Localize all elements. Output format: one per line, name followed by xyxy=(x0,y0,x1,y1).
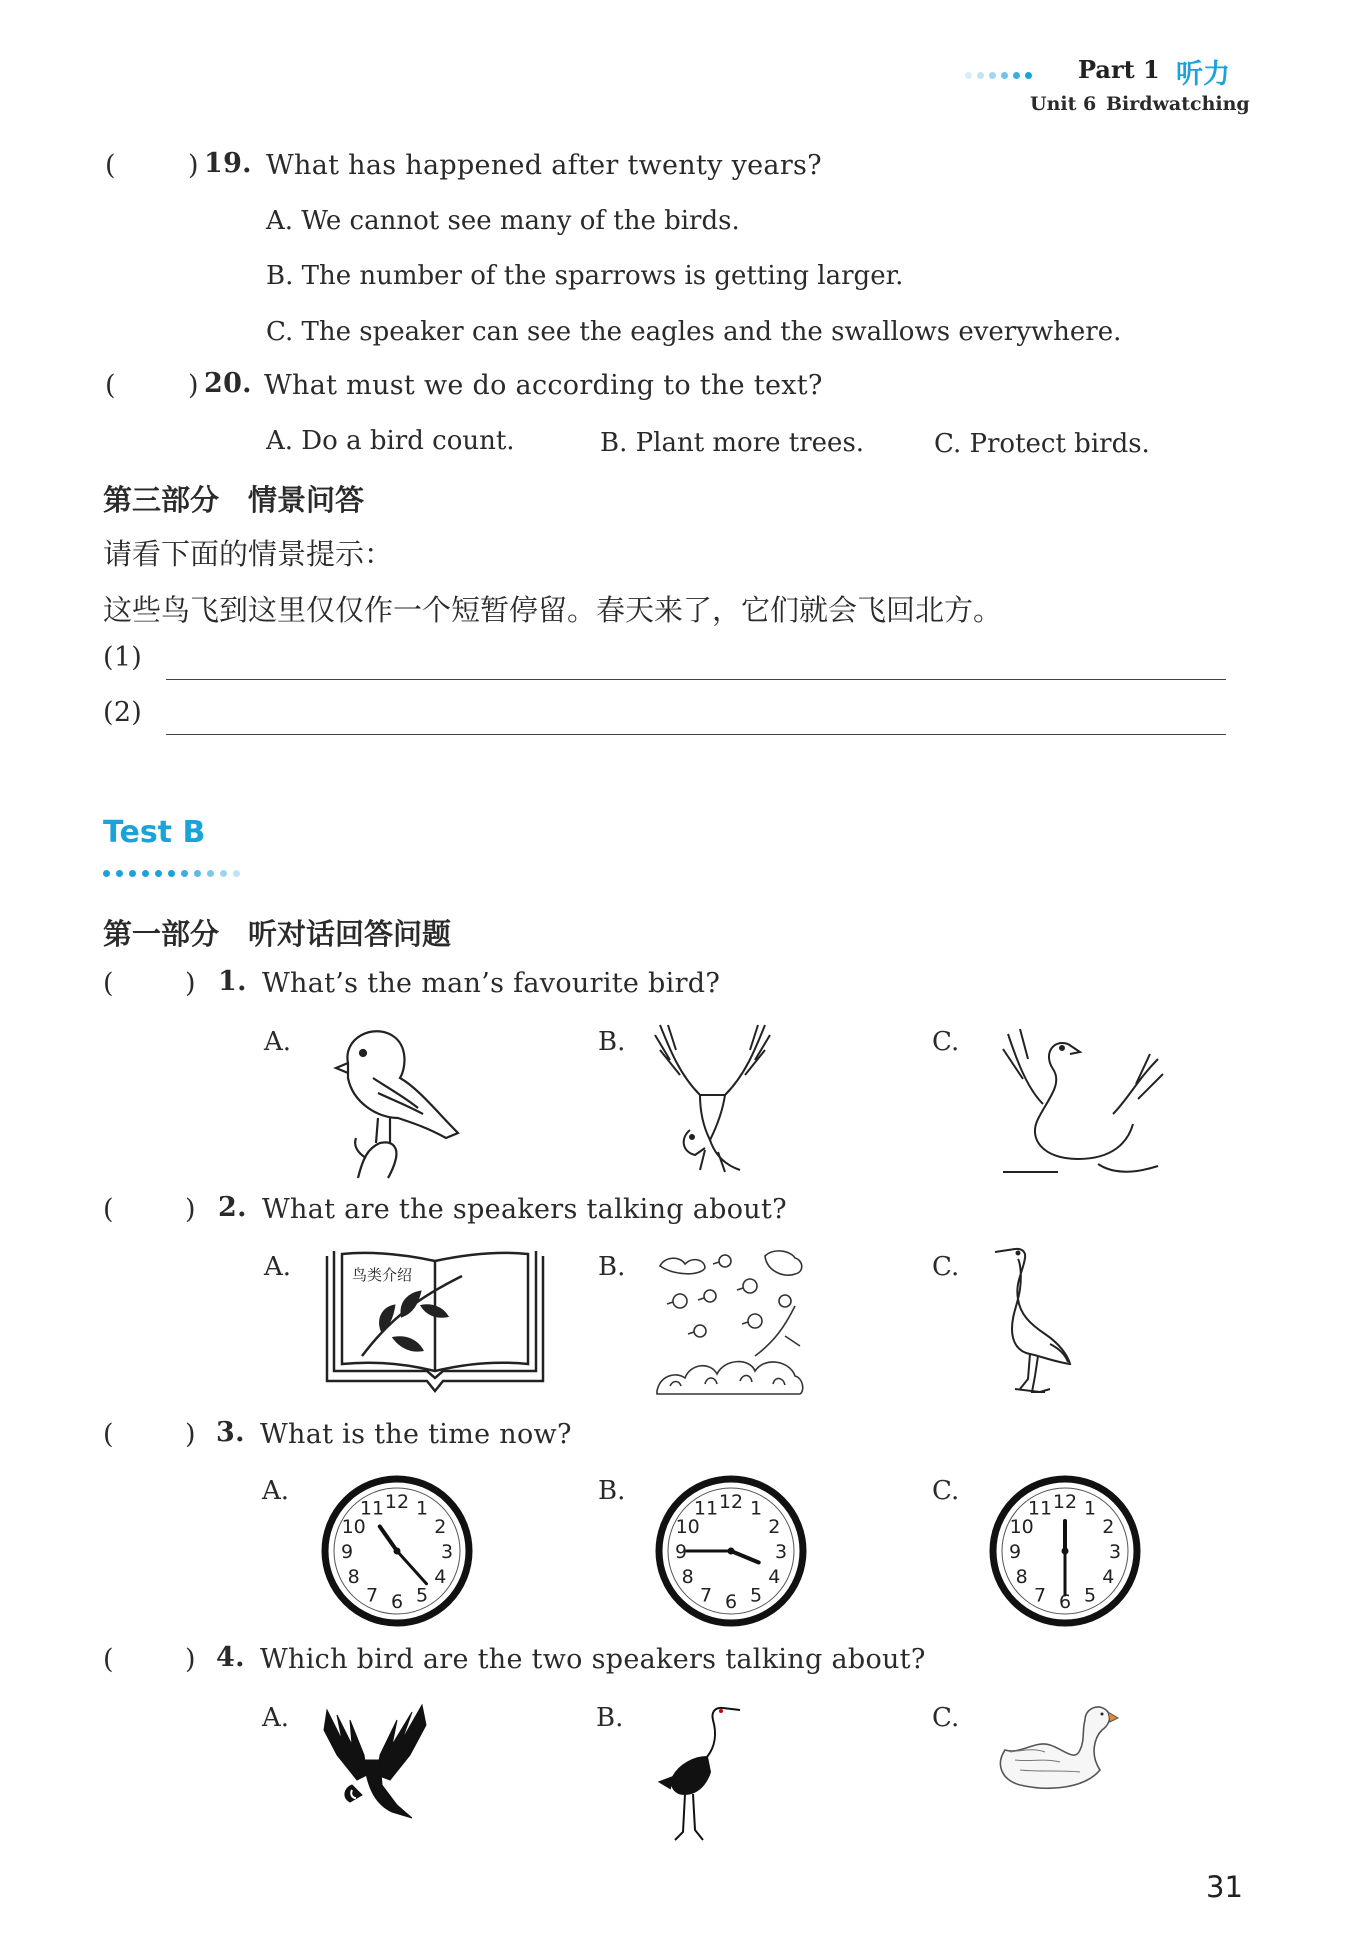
header-unit: Unit 6 xyxy=(1030,93,1097,115)
option-b2-b: B. xyxy=(598,1252,626,1282)
question-text-b2: What are the speakers talking about? xyxy=(262,1194,787,1225)
clock-c-image xyxy=(990,1476,1140,1626)
clock-numeral: 7 xyxy=(699,1584,713,1607)
crane-black-image xyxy=(655,1702,745,1842)
swan-image xyxy=(998,1024,1163,1180)
option-19-c: C. The speaker can see the eagles and the swallows everywhere. xyxy=(266,317,1122,347)
clock-numeral: 2 xyxy=(768,1516,781,1538)
birds-in-trees-image xyxy=(655,1246,805,1396)
answer-paren-19[interactable] xyxy=(105,150,116,181)
eagle-image xyxy=(650,1020,775,1180)
clock-numeral: 6 xyxy=(390,1591,404,1613)
clock-numeral: 9 xyxy=(674,1541,688,1563)
clock-numeral: 7 xyxy=(365,1584,379,1607)
clock-numeral: 1 xyxy=(415,1497,429,1520)
clock-numeral: 11 xyxy=(359,1497,385,1520)
test-b-title: Test B xyxy=(103,815,206,850)
eagle-black-image xyxy=(322,1700,427,1820)
question-number-b1: 1. xyxy=(218,966,247,997)
question-number-b4: 4. xyxy=(216,1642,245,1673)
option-b1-c: C. xyxy=(932,1027,960,1057)
clock-numeral: 3 xyxy=(1108,1541,1122,1563)
question-text-19: What has happened after twenty years? xyxy=(266,150,822,181)
clock-center xyxy=(728,1548,735,1555)
question-number-19: 19. xyxy=(204,148,252,179)
section-title-part3: 第三部分 情景问答 xyxy=(103,483,365,517)
header-part: Part 1 xyxy=(1078,55,1160,84)
clock-center xyxy=(394,1548,401,1555)
sparrow-image xyxy=(318,1018,468,1178)
answer-paren-b4[interactable] xyxy=(103,1644,114,1675)
paren-open: ( xyxy=(105,370,116,401)
bird-book-image xyxy=(322,1246,548,1394)
clock-numeral: 1 xyxy=(749,1497,763,1520)
paren-close-b4: ) xyxy=(185,1644,196,1675)
clock-numeral: 8 xyxy=(681,1566,694,1588)
page-number: 31 xyxy=(1206,1870,1243,1904)
clock-numeral: 5 xyxy=(1083,1584,1097,1607)
header-unit-title: Birdwatching xyxy=(1106,93,1250,115)
clock-numeral: 5 xyxy=(749,1584,763,1607)
question-number-b3: 3. xyxy=(216,1417,245,1448)
paren-open: ( xyxy=(103,968,114,999)
option-b3-c: C. xyxy=(932,1476,960,1506)
answer-paren-b2[interactable] xyxy=(103,1194,114,1225)
option-b1-b: B. xyxy=(598,1027,626,1057)
question-text-20: What must we do according to the text? xyxy=(264,370,823,401)
paren-close-b3: ) xyxy=(185,1419,196,1450)
clock-numeral: 12 xyxy=(718,1491,744,1513)
option-20-c: C. Protect birds. xyxy=(934,429,1150,459)
clock-numeral: 4 xyxy=(434,1566,447,1588)
clock-numeral: 9 xyxy=(1008,1541,1022,1563)
clock-numeral: 11 xyxy=(693,1497,719,1520)
paren-close-b2: ) xyxy=(185,1194,196,1225)
clock-numeral: 12 xyxy=(1052,1491,1078,1513)
clock-numeral: 8 xyxy=(1015,1566,1028,1588)
clock-numeral: 10 xyxy=(1009,1516,1034,1538)
clock-center xyxy=(1062,1548,1069,1555)
clock-numeral: 3 xyxy=(774,1541,788,1563)
clock-a-image xyxy=(322,1476,472,1626)
clock-numeral: 10 xyxy=(341,1516,366,1538)
paren-open: ( xyxy=(103,1644,114,1675)
clock-numeral: 3 xyxy=(440,1541,454,1563)
option-19-a: A. We cannot see many of the birds. xyxy=(266,206,740,236)
option-20-a: A. Do a bird count. xyxy=(266,426,515,456)
paren-open: ( xyxy=(103,1194,114,1225)
answer-label-1: (1) xyxy=(103,642,143,673)
clock-numeral: 5 xyxy=(415,1584,429,1607)
clock-b-image xyxy=(656,1476,806,1626)
paren-close-b1: ) xyxy=(185,968,196,999)
question-text-b4: Which bird are the two speakers talking about? xyxy=(260,1644,926,1675)
option-b2-a: A. xyxy=(264,1252,292,1282)
header-dots xyxy=(965,64,1032,83)
prompt-label: 请看下面的情景提示： xyxy=(103,537,394,571)
header-part-cn: 听力 xyxy=(1176,59,1230,90)
option-19-b: B. The number of the sparrows is getting larger. xyxy=(266,261,904,291)
answer-line-1[interactable] xyxy=(166,679,1226,680)
book-label: 鸟类介绍 xyxy=(352,1266,413,1284)
question-text-b1: What’s the man’s favourite bird? xyxy=(262,968,721,999)
paren-close-19: ) xyxy=(188,150,199,181)
clock-numeral: 4 xyxy=(768,1566,781,1588)
clock-numeral: 4 xyxy=(1102,1566,1115,1588)
answer-paren-20[interactable] xyxy=(105,370,116,401)
option-b3-b: B. xyxy=(598,1476,626,1506)
swan-white-image xyxy=(990,1700,1120,1800)
option-b4-c: C. xyxy=(932,1703,960,1733)
clock-numeral: 2 xyxy=(1102,1516,1115,1538)
crane-image xyxy=(990,1244,1080,1396)
clock-numeral: 6 xyxy=(1058,1591,1072,1613)
clock-numeral: 6 xyxy=(724,1591,738,1613)
clock-numeral: 8 xyxy=(347,1566,360,1588)
paren-open: ( xyxy=(105,150,116,181)
section-title-testb-part1: 第一部分 听对话回答问题 xyxy=(103,917,452,951)
option-b2-c: C. xyxy=(932,1252,960,1282)
answer-line-2[interactable] xyxy=(166,734,1226,735)
paren-open: ( xyxy=(103,1419,114,1450)
clock-numeral: 10 xyxy=(675,1516,700,1538)
clock-numeral: 2 xyxy=(434,1516,447,1538)
option-b3-a: A. xyxy=(262,1476,290,1506)
clock-numeral: 12 xyxy=(384,1491,410,1513)
answer-paren-b3[interactable] xyxy=(103,1419,114,1450)
question-number-20: 20. xyxy=(204,368,252,399)
option-b4-a: A. xyxy=(262,1703,290,1733)
clock-numeral: 9 xyxy=(340,1541,354,1563)
answer-paren-b1[interactable] xyxy=(103,968,114,999)
question-text-b3: What is the time now? xyxy=(260,1419,572,1450)
paren-close-20: ) xyxy=(188,370,199,401)
option-20-b: B. Plant more trees. xyxy=(600,428,865,458)
option-b1-a: A. xyxy=(264,1027,292,1057)
clock-numeral: 11 xyxy=(1027,1497,1053,1520)
answer-label-2: (2) xyxy=(103,697,143,728)
clock-numeral: 1 xyxy=(1083,1497,1097,1520)
question-number-b2: 2. xyxy=(218,1192,247,1223)
test-b-dots xyxy=(103,862,246,881)
option-b4-b: B. xyxy=(596,1703,624,1733)
prompt-text: 这些鸟飞到这里仅仅作一个短暂停留。春天来了，它们就会飞回北方。 xyxy=(103,593,1003,627)
clock-numeral: 7 xyxy=(1033,1584,1047,1607)
